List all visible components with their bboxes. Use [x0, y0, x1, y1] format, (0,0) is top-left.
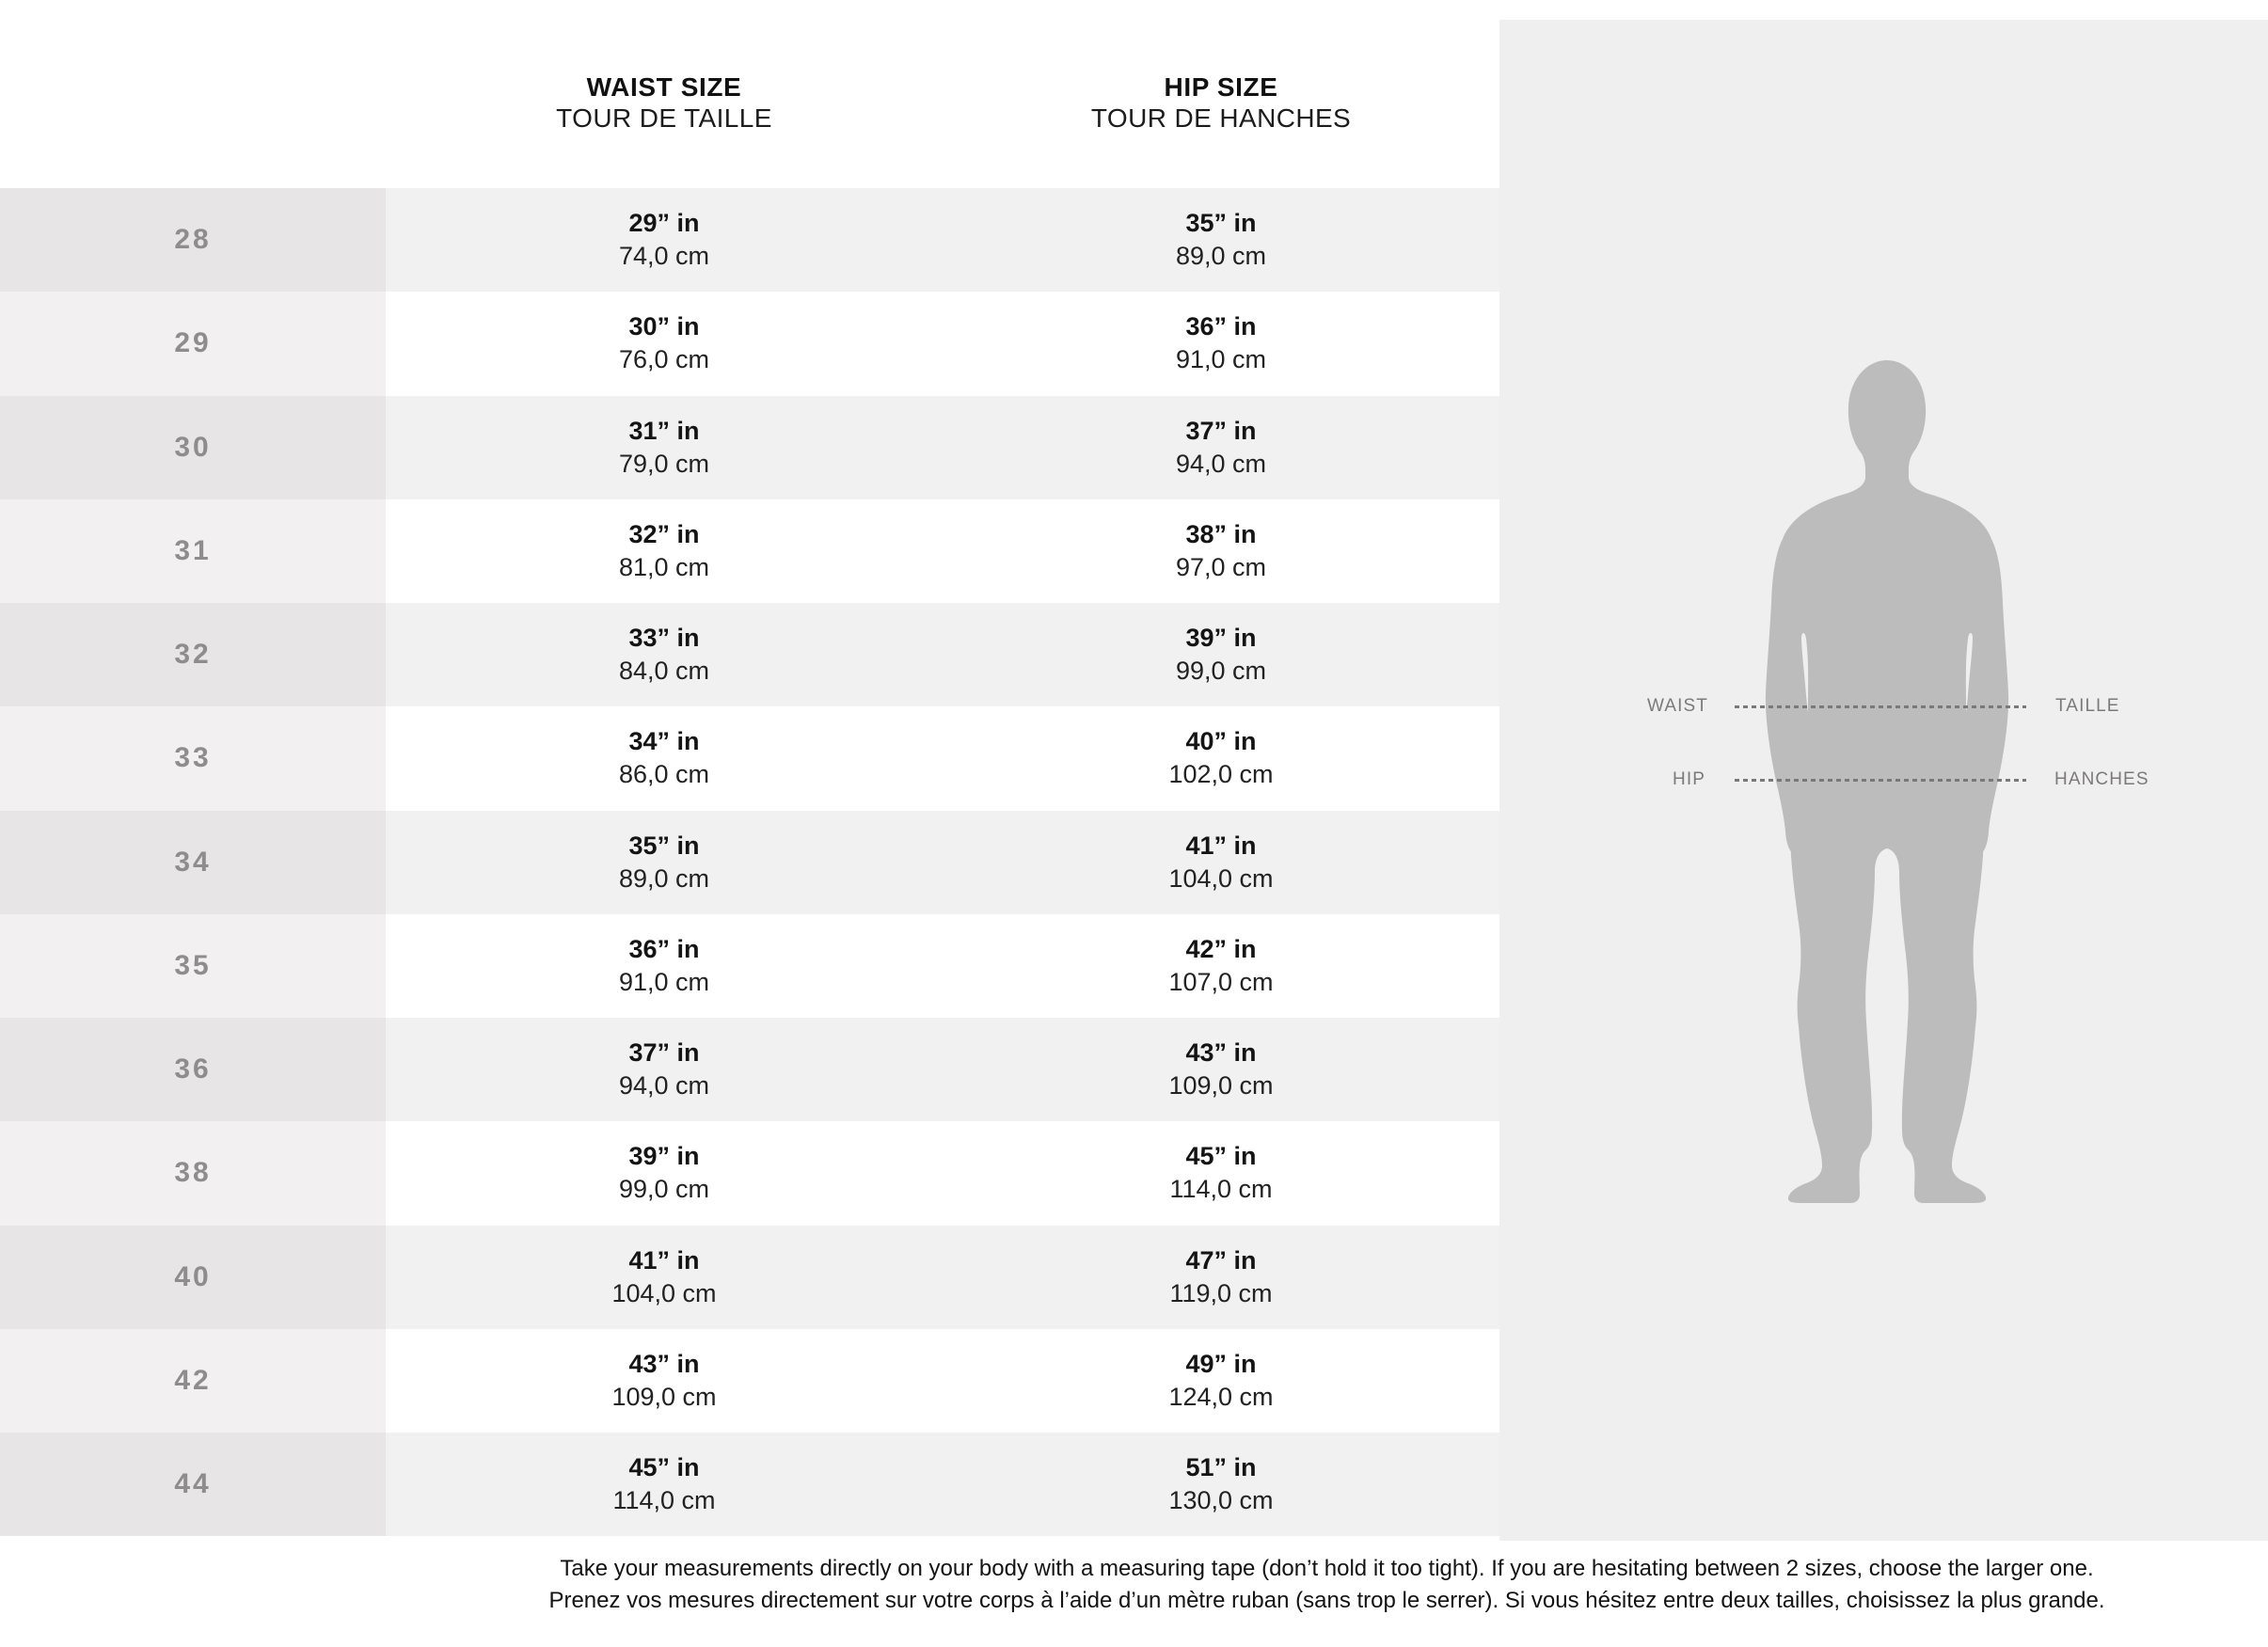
waist-column-header [386, 0, 943, 188]
hip-dotted-line [1735, 779, 2026, 782]
waist-centimeters: 94,0 cm [618, 1071, 710, 1101]
waist-dotted-line [1735, 705, 2026, 708]
waist-inches: 37” in [628, 1038, 700, 1068]
table-row [0, 396, 1499, 499]
hip-centimeters: 97,0 cm [1175, 552, 1267, 581]
waist-centimeters: 91,0 cm [618, 967, 710, 996]
hip-inches: 38” in [1185, 519, 1257, 548]
hip-inches: 43” in [1185, 1038, 1257, 1068]
table-row [0, 811, 1499, 914]
size-label: 31 [0, 499, 386, 603]
hip-value-cell [943, 1121, 1499, 1225]
hip-value-cell [943, 396, 1499, 499]
waist-value-cell [386, 188, 943, 292]
hip-header-subtitle: TOUR DE HANCHES [1090, 103, 1352, 133]
hip-value-cell [943, 706, 1499, 810]
size-label: 29 [0, 292, 386, 395]
hip-centimeters: 99,0 cm [1175, 657, 1267, 686]
size-label: 30 [0, 396, 386, 499]
hip-inches: 40” in [1185, 727, 1257, 756]
waist-value-cell [386, 499, 943, 603]
waist-centimeters: 114,0 cm [612, 1486, 716, 1515]
waist-inches: 32” in [628, 519, 700, 548]
size-label: 38 [0, 1121, 386, 1225]
hip-centimeters: 119,0 cm [1169, 1278, 1273, 1307]
waist-centimeters: 74,0 cm [618, 242, 710, 271]
hip-value-cell [943, 1018, 1499, 1121]
waist-inches: 34” in [628, 727, 700, 756]
hip-value-cell [943, 188, 1499, 292]
hip-inches: 49” in [1185, 1349, 1257, 1378]
table-row [0, 1121, 1499, 1225]
size-label: 28 [0, 188, 386, 292]
table-row [0, 188, 1499, 292]
size-label: 44 [0, 1433, 386, 1536]
waist-inches: 36” in [628, 934, 700, 963]
size-table-rows [0, 188, 1499, 1536]
size-label: 33 [0, 706, 386, 810]
waist-inches: 30” in [628, 312, 700, 341]
size-label: 35 [0, 914, 386, 1018]
measurement-instructions [386, 1553, 2268, 1617]
hip-inches: 51” in [1185, 1453, 1257, 1482]
waist-inches: 31” in [628, 416, 700, 445]
table-row [0, 914, 1499, 1018]
waist-value-cell [386, 1226, 943, 1329]
hip-column-header [943, 0, 1499, 188]
hip-value-cell [943, 1433, 1499, 1536]
waist-header-title: WAIST SIZE [586, 72, 742, 102]
table-row [0, 499, 1499, 603]
size-label: 42 [0, 1329, 386, 1433]
hip-centimeters: 109,0 cm [1168, 1071, 1274, 1101]
waist-centimeters: 99,0 cm [618, 1175, 710, 1204]
waist-value-cell [386, 914, 943, 1018]
hip-centimeters: 91,0 cm [1175, 345, 1267, 374]
waist-value-cell [386, 706, 943, 810]
hip-inches: 41” in [1185, 831, 1257, 860]
hip-value-cell [943, 914, 1499, 1018]
hip-centimeters: 94,0 cm [1175, 449, 1267, 478]
hip-value-cell [943, 1226, 1499, 1329]
hip-centimeters: 130,0 cm [1168, 1486, 1274, 1515]
measurement-figure-panel [1499, 20, 2268, 1541]
hip-inches: 45” in [1185, 1142, 1257, 1171]
table-header-corner [0, 0, 386, 188]
waist-value-cell [386, 603, 943, 706]
waist-centimeters: 89,0 cm [618, 863, 710, 893]
waist-inches: 29” in [628, 209, 700, 238]
hip-centimeters: 107,0 cm [1168, 967, 1274, 996]
waist-value-cell [386, 1121, 943, 1225]
hip-value-cell [943, 1329, 1499, 1433]
waist-centimeters: 81,0 cm [618, 552, 710, 581]
waist-centimeters: 86,0 cm [618, 760, 710, 789]
waist-inches: 43” in [628, 1349, 700, 1378]
table-row [0, 1433, 1499, 1536]
waist-centimeters: 84,0 cm [618, 657, 710, 686]
table-row [0, 1018, 1499, 1121]
measurement-instructions-en: Take your measurements directly on your body with a measuring tape (don’t hold it too tight). If you are hesitating between 2 sizes, choose the larger one. [560, 1556, 2094, 1581]
body-silhouette-icon [1739, 358, 2035, 1205]
hip-centimeters: 124,0 cm [1168, 1382, 1274, 1411]
waist-inches: 41” in [628, 1245, 700, 1275]
waist-inches: 45” in [628, 1453, 700, 1482]
hip-centimeters: 114,0 cm [1169, 1175, 1273, 1204]
waist-header-subtitle: TOUR DE TAILLE [556, 103, 772, 133]
waist-value-cell [386, 1433, 943, 1536]
size-label: 40 [0, 1226, 386, 1329]
waist-inches: 39” in [628, 1142, 700, 1171]
size-label: 32 [0, 603, 386, 706]
hip-value-cell [943, 499, 1499, 603]
hip-inches: 39” in [1185, 624, 1257, 653]
hip-inches: 37” in [1185, 416, 1257, 445]
hip-header-title: HIP SIZE [1164, 72, 1278, 102]
waist-value-cell [386, 1329, 943, 1433]
table-row [0, 706, 1499, 810]
waist-value-cell [386, 292, 943, 395]
table-row [0, 1329, 1499, 1433]
hip-centimeters: 89,0 cm [1175, 242, 1267, 271]
waist-inches: 33” in [628, 624, 700, 653]
size-label: 34 [0, 811, 386, 914]
waist-value-cell [386, 1018, 943, 1121]
waist-inches: 35” in [628, 831, 700, 860]
waist-value-cell [386, 811, 943, 914]
waist-centimeters: 76,0 cm [618, 345, 710, 374]
table-row [0, 292, 1499, 395]
measurement-instructions-fr: Prenez vos mesures directement sur votre corps à l’aide d’un mètre ruban (sans trop le serrer). Si vous hésitez entre deux tailles, choisissez la plus grande. [548, 1588, 2105, 1613]
hip-inches: 36” in [1185, 312, 1257, 341]
size-label: 36 [0, 1018, 386, 1121]
hip-centimeters: 102,0 cm [1168, 760, 1274, 789]
hip-figure-label-en: HIP [1673, 769, 1705, 789]
waist-centimeters: 79,0 cm [618, 449, 710, 478]
table-row [0, 1226, 1499, 1329]
hip-centimeters: 104,0 cm [1168, 863, 1274, 893]
waist-figure-label-en: WAIST [1647, 696, 1708, 716]
hip-inches: 35” in [1185, 209, 1257, 238]
waist-centimeters: 104,0 cm [611, 1278, 717, 1307]
hip-inches: 47” in [1185, 1245, 1257, 1275]
hip-value-cell [943, 811, 1499, 914]
table-header-row [0, 0, 1499, 188]
waist-value-cell [386, 396, 943, 499]
waist-centimeters: 109,0 cm [611, 1382, 717, 1411]
table-row [0, 603, 1499, 706]
waist-figure-label-fr: TAILLE [2055, 696, 2120, 716]
hip-figure-label-fr: HANCHES [2054, 769, 2149, 789]
hip-inches: 42” in [1185, 934, 1257, 963]
hip-value-cell [943, 292, 1499, 395]
hip-value-cell [943, 603, 1499, 706]
